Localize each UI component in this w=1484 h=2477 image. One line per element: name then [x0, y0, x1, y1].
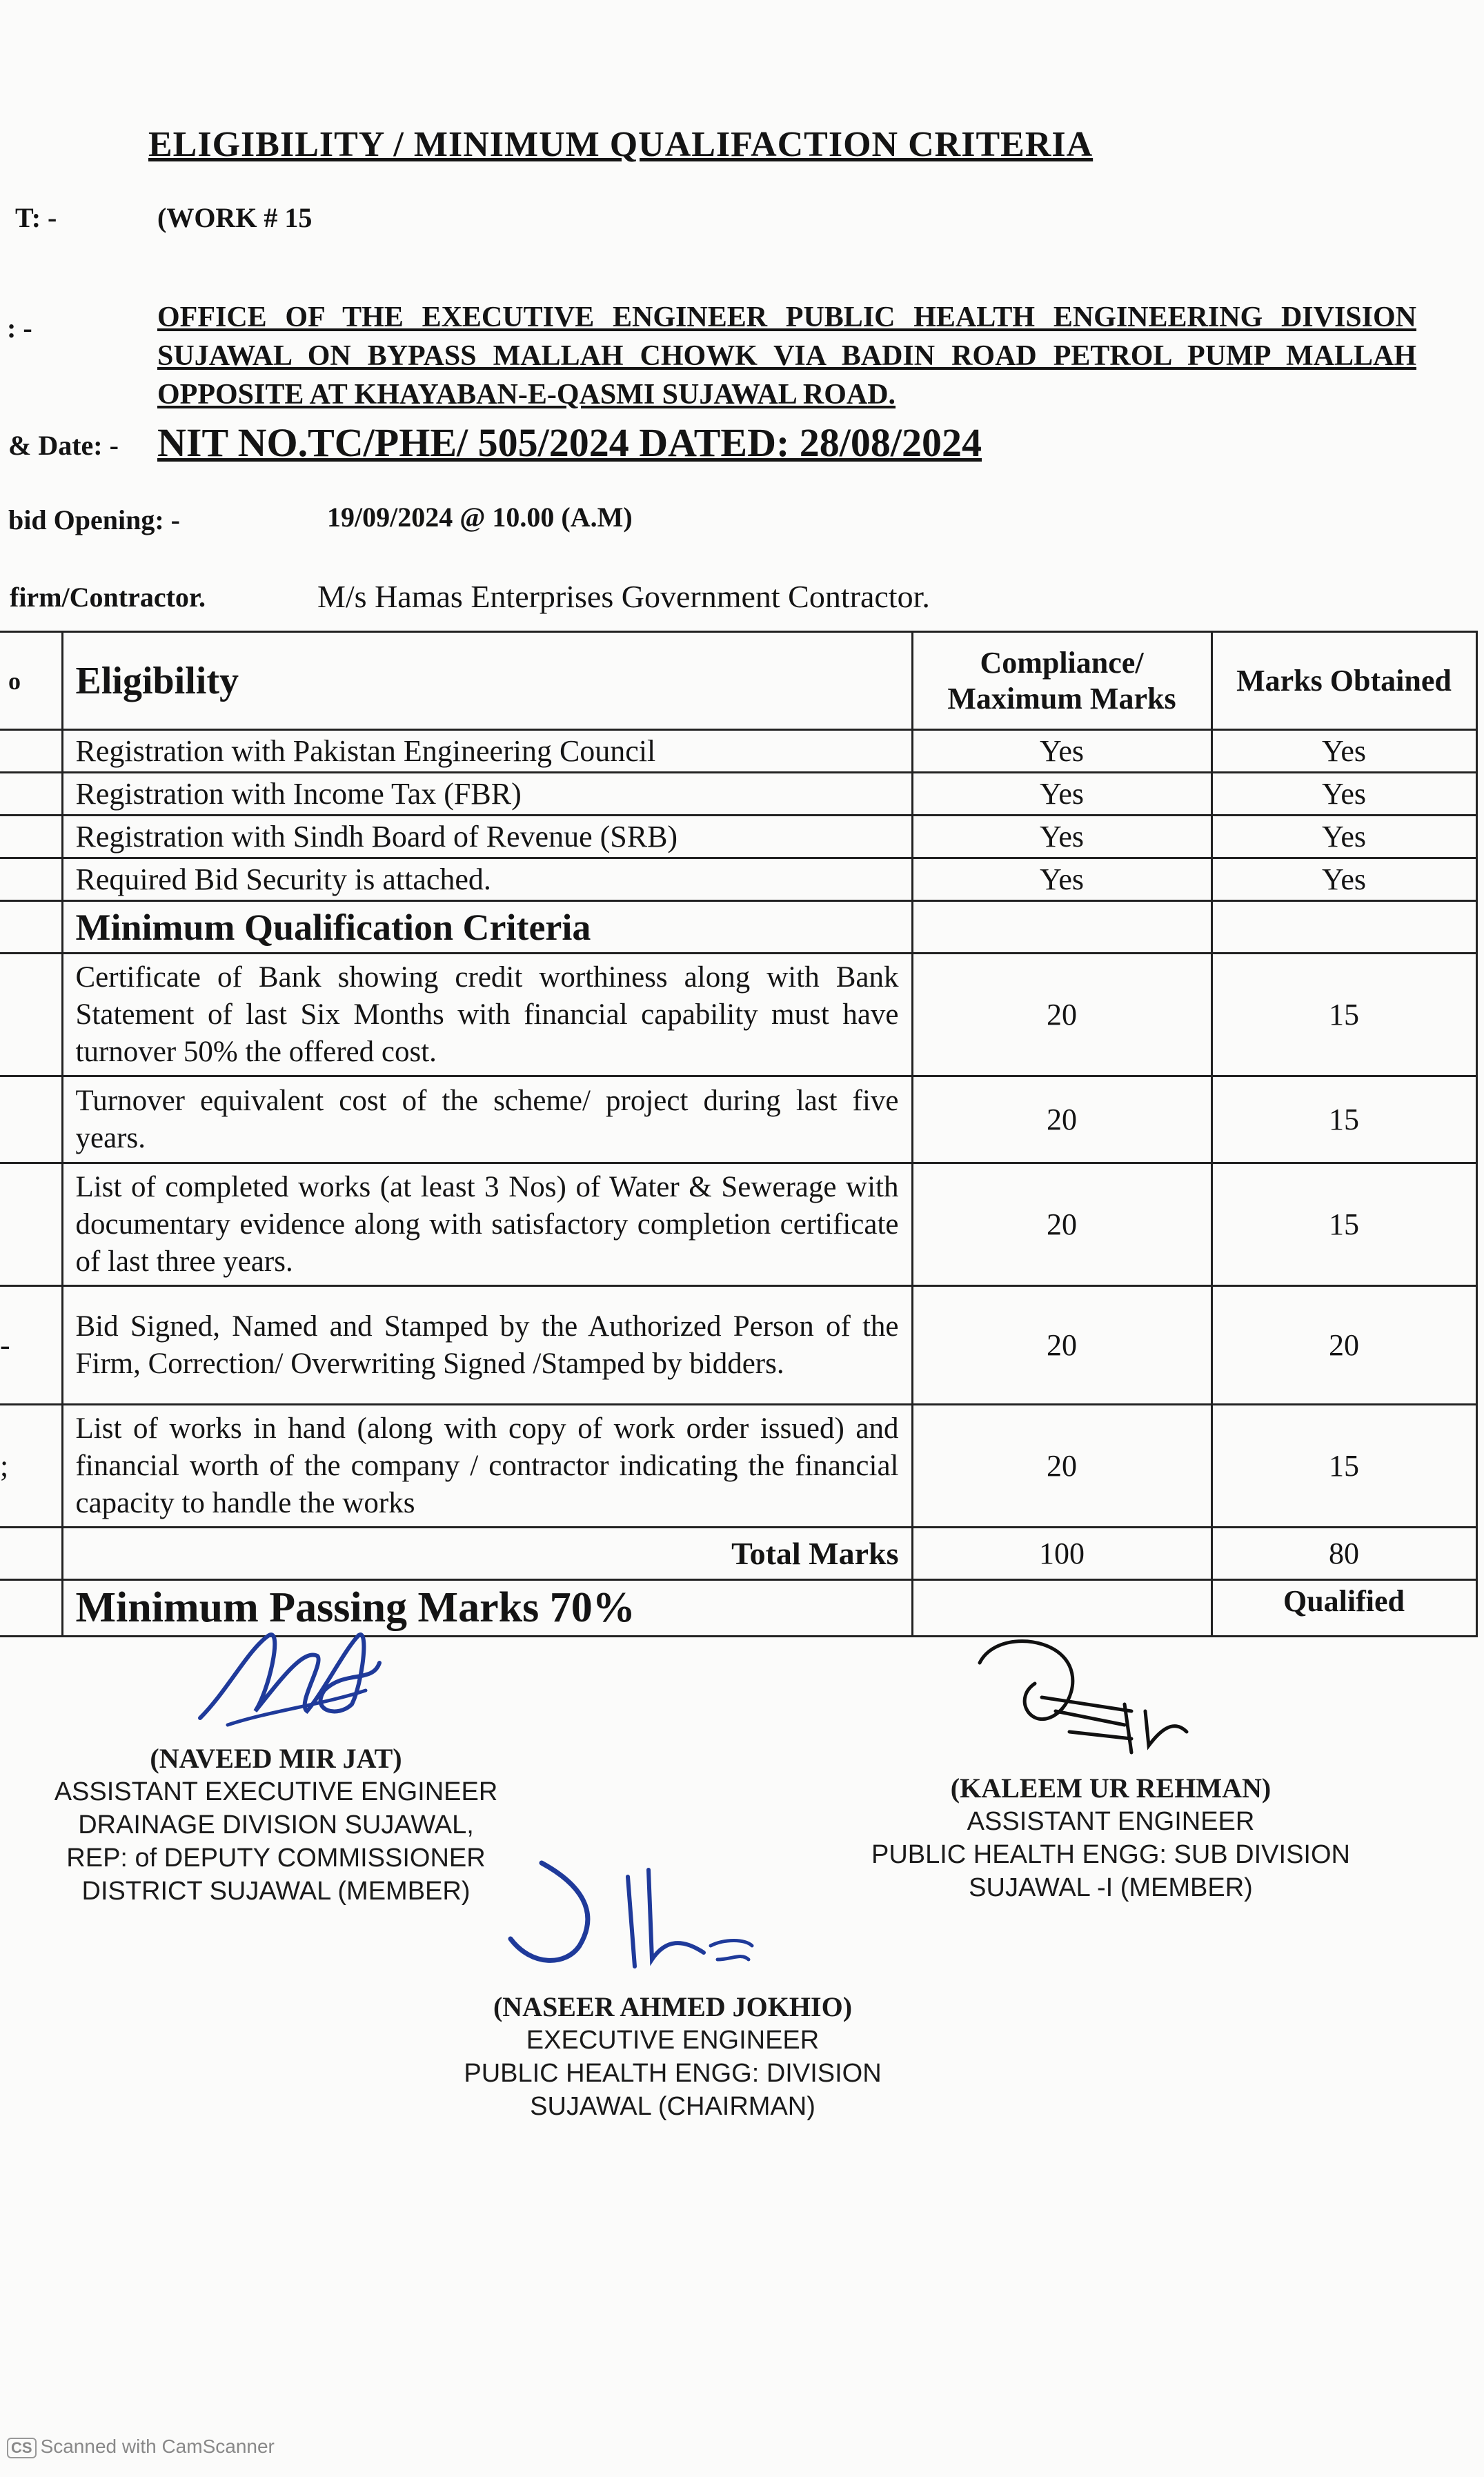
marks-header: Marks Obtained: [1211, 632, 1476, 730]
criteria-item: Bid Signed, Named and Stamped by the Authorized Person of the Firm, Correction/ Overwriting Signed /Stamped by bidders.: [62, 1286, 912, 1405]
total-marks-label: Total Marks: [62, 1528, 912, 1580]
marks-obtained: 15: [1211, 954, 1476, 1076]
total-row: [0, 1528, 1476, 1580]
criteria-table: [0, 631, 1478, 1637]
contractor-name: M/s Hamas Enterprises Government Contractor.: [317, 579, 930, 614]
signatory-center: [386, 1991, 959, 2123]
criteria-item: Certificate of Bank showing credit worthiness along with Bank Statement of last Six Months with financial capability must have turnover 50% the offered cost.: [62, 954, 912, 1076]
signatory-line: ASSISTANT EXECUTIVE ENGINEER: [54, 1777, 498, 1806]
signatory-line: EXECUTIVE ENGINEER: [526, 2026, 820, 2055]
marks-value: Yes: [1211, 773, 1476, 816]
scanner-text: Scanned with CamScanner: [40, 2436, 275, 2457]
compliance-value: Yes: [912, 816, 1211, 858]
table-header-row: [0, 632, 1476, 730]
marks-obtained: 20: [1211, 1286, 1476, 1405]
signatory-line: SUJAWAL (CHAIRMAN): [530, 2092, 815, 2121]
table-row: [0, 773, 1476, 816]
max-marks: 20: [912, 1405, 1211, 1528]
compliance-value: Yes: [912, 773, 1211, 816]
scanner-watermark: [7, 2436, 275, 2458]
nit-date-label: & Date: -: [8, 430, 119, 461]
signatory-line: PUBLIC HEALTH ENGG: DIVISION: [464, 2059, 882, 2088]
contractor-label: firm/Contractor.: [10, 582, 206, 613]
section-row: [0, 901, 1476, 954]
signature-kaleem: [966, 1628, 1194, 1766]
max-marks: 20: [912, 1163, 1211, 1286]
camscanner-icon: CS: [7, 2438, 37, 2458]
row-number: -: [0, 1286, 62, 1405]
row-number: ;: [0, 1405, 62, 1528]
compliance-value: Yes: [912, 730, 1211, 773]
signatory-line: DRAINAGE DIVISION SUJAWAL,: [78, 1810, 474, 1839]
signatory-line: SUJAWAL -I (MEMBER): [969, 1873, 1253, 1902]
signatory-line: ASSISTANT ENGINEER: [967, 1807, 1255, 1836]
signatory-name: (NASEER AHMED JOKHIO): [493, 1991, 853, 2022]
signatory-name: (NAVEED MIR JAT): [150, 1743, 402, 1774]
table-row: [0, 816, 1476, 858]
table-row: [0, 1076, 1476, 1163]
compliance-header: [912, 632, 1211, 730]
compliance-value: Yes: [912, 858, 1211, 901]
signature-naveed: [186, 1608, 386, 1746]
signatory-line: REP: of DEPUTY COMMISSIONER: [66, 1844, 486, 1873]
table-row: [0, 858, 1476, 901]
marks-obtained: 15: [1211, 1405, 1476, 1528]
total-max-marks: 100: [912, 1528, 1211, 1580]
office-label: : -: [7, 313, 32, 344]
marks-obtained: 15: [1211, 1163, 1476, 1286]
criteria-item: Turnover equivalent cost of the scheme/ project during last five years.: [62, 1076, 912, 1163]
result-status: Qualified: [1211, 1580, 1476, 1637]
row-number: [0, 1076, 62, 1163]
signatory-right: [814, 1772, 1407, 1904]
marks-value: Yes: [1211, 730, 1476, 773]
eligibility-item: Registration with Sindh Board of Revenue (SRB): [62, 816, 912, 858]
table-row: [0, 1405, 1476, 1528]
bid-opening-label: bid Opening: -: [8, 504, 180, 535]
signatory-name: (KALEEM UR REHMAN): [950, 1773, 1272, 1804]
signatory-line: DISTRICT SUJAWAL (MEMBER): [81, 1877, 471, 1906]
office-address: OFFICE OF THE EXECUTIVE ENGINEER PUBLIC HEALTH ENGINEERING DIVISION SUJAWAL ON BYPASS MALLAH CHOWK VIA BADIN ROAD PETROL PUMP MALLAH OPPOSITE AT KHAYABAN-E-QASMI SUJAWAL ROAD.: [157, 302, 1416, 411]
section-title: Minimum Qualification Criteria: [62, 901, 912, 954]
work-label: T: -: [15, 202, 57, 233]
row-number: [0, 1163, 62, 1286]
compliance-header-line2: Maximum Marks: [947, 681, 1176, 716]
criteria-item: List of completed works (at least 3 Nos) of Water & Sewerage with documentary evidence along with satisfactory completion certificate of last three years.: [62, 1163, 912, 1286]
table-row: [0, 954, 1476, 1076]
nit-number: NIT NO.TC/PHE/ 505/2024 DATED: 28/08/2024: [157, 420, 982, 465]
signatory-line: PUBLIC HEALTH ENGG: SUB DIVISION: [871, 1840, 1350, 1869]
signatory-left: [28, 1742, 524, 1908]
eligibility-item: Required Bid Security is attached.: [62, 858, 912, 901]
serial-header: o: [0, 632, 62, 730]
row-number: [0, 954, 62, 1076]
max-marks: 20: [912, 1076, 1211, 1163]
total-marks-obtained: 80: [1211, 1528, 1476, 1580]
max-marks: 20: [912, 954, 1211, 1076]
bid-opening-date: 19/09/2024 @ 10.00 (A.M): [327, 502, 633, 533]
table-row: [0, 1286, 1476, 1405]
eligibility-item: Registration with Income Tax (FBR): [62, 773, 912, 816]
compliance-header-line1: Compliance/: [980, 645, 1144, 680]
max-marks: 20: [912, 1286, 1211, 1405]
work-number: (WORK # 15: [157, 202, 313, 233]
table-row: [0, 1163, 1476, 1286]
eligibility-header: Eligibility: [62, 632, 912, 730]
eligibility-item: Registration with Pakistan Engineering Council: [62, 730, 912, 773]
marks-value: Yes: [1211, 858, 1476, 901]
criteria-item: List of works in hand (along with copy of work order issued) and financial worth of the company / contractor indicating the financial capacity to handle the works: [62, 1405, 912, 1528]
document-title: ELIGIBILITY / MINIMUM QUALIFACTION CRITERIA: [148, 125, 1094, 164]
marks-value: Yes: [1211, 816, 1476, 858]
signature-naseer: [504, 1849, 766, 1987]
passing-marks-label: Minimum Passing Marks 70%: [62, 1580, 912, 1637]
table-row: [0, 730, 1476, 773]
marks-obtained: 15: [1211, 1076, 1476, 1163]
